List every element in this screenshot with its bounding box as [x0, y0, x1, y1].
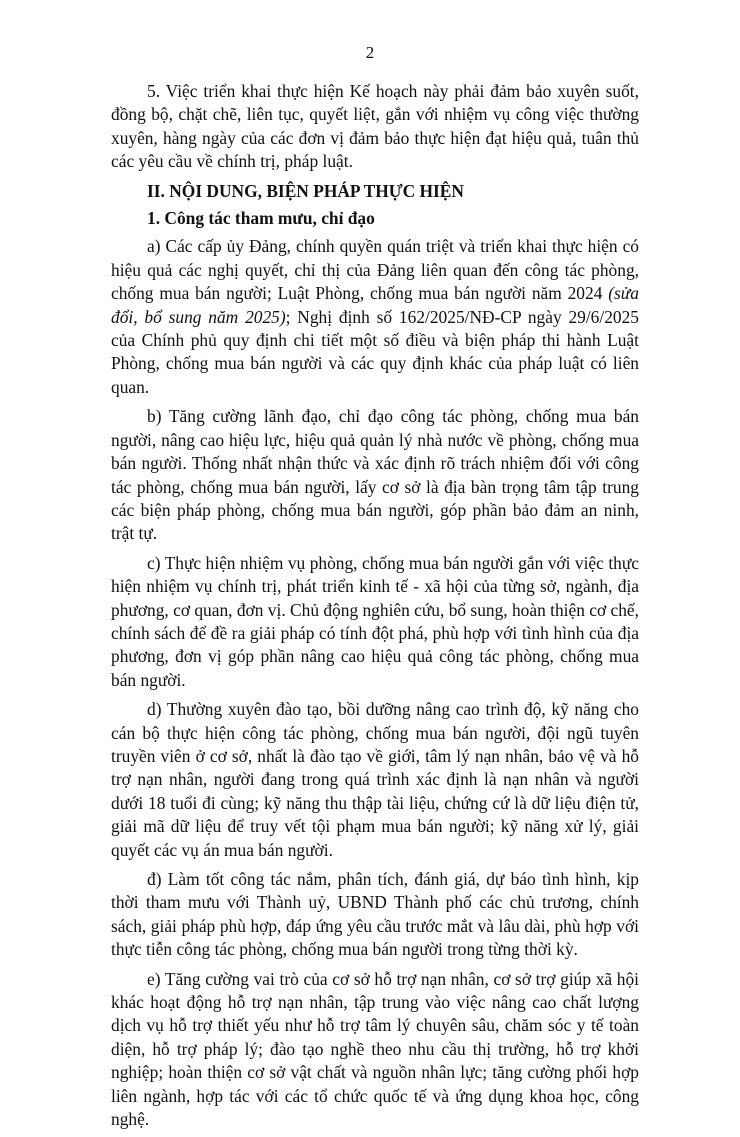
page-number: 2 — [365, 43, 375, 62]
paragraph-c: c) Thực hiện nhiệm vụ phòng, chống mua bán người gắn với việc thực hiện nhiệm vụ chính trị, phát triển kinh tế - xã hội của từng sở, ngành, địa phương, cơ quan, đơn vị. Chủ động nghiên cứu, bổ sung, hoàn thiện cơ chế, chính sách để đề ra giải pháp có tính đột phá, phù hợp với tình hình của địa phương, đơn vị góp phần nâng cao hiệu quả công tác phòng, chống mua bán người. — [111, 552, 640, 690]
document-body — [111, 80, 639, 1137]
paragraph-b: b) Tăng cường lãnh đạo, chỉ đạo công tác phòng, chống mua bán người, nâng cao hiệu lực, hiệu quả quản lý nhà nước về phòng, chống mua bán người. Thống nhất nhận thức và xác định rõ trách nhiệm đối với công tác phòng, chống mua bán người, lấy cơ sở là địa bàn trọng tâm tập trung các biện pháp phòng, chống mua bán người, góp phần bảo đảm an ninh, trật tự. — [111, 406, 639, 544]
paragraph-d: d) Thường xuyên đào tạo, bồi dưỡng nâng cao trình độ, kỹ năng cho cán bộ thực hiện công tác phòng, chống mua bán người, đội ngũ tuyên truyền viên ở cơ sở, nhất là đào tạo về giới, tâm lý nạn nhân, bảo vệ và hỗ trợ nạn nhân, người đang trong quá trình xác định là nạn nhân và người dưới 18 tuổi đi cùng; kỹ năng thu thập tài liệu, chứng cứ là dữ liệu điện tử, giải mã dữ liệu để truy vết tội phạm mua bán người; kỹ năng xử lý, giải quyết các vụ án mua bán người. — [111, 699, 639, 860]
paragraph-a — [111, 235, 639, 399]
section-heading-ii: II. NỘI DUNG, BIỆN PHÁP THỰC HIỆN — [147, 180, 464, 201]
paragraph-dd: đ) Làm tốt công tác nắm, phân tích, đánh giá, dự báo tình hình, kịp thời tham mưu với Thành uỷ, UBND Thành phố các chủ trương, chính sách, giải pháp phù hợp, đáp ứng yêu cầu trước mắt và lâu dài, phù hợp với thực tiễn công tác phòng, chống mua bán người trong từng thời kỳ. — [111, 869, 639, 960]
paragraph-e: e) Tăng cường vai trò của cơ sở hỗ trợ nạn nhân, cơ sở trợ giúp xã hội khác hoạt động hỗ trợ nạn nhân, tập trung vào việc nâng cao chất lượng dịch vụ hỗ trợ thiết yếu như hỗ trợ tâm lý chuyên sâu, chăm sóc y tế toàn diện, hỗ trợ pháp lý; đào tạo nghề theo nhu cầu thị trường, hỗ trợ khởi nghiệp; hoàn thiện cơ sở vật chất và nguồn nhân lực; tăng cường phối hợp liên ngành, hợp tác với các tổ chức quốc tế và ứng dụng khoa học, công nghệ. — [111, 968, 639, 1130]
paragraph-a-text-start: a) Các cấp ủy Đảng, chính quyền quán triệt và triển khai thực hiện có hiệu quả các nghị quyết, chỉ thị của Đảng liên quan đến công tác phòng, chống mua bán người; Luật Phòng, chống mua bán người năm 2024 — [111, 236, 639, 304]
paragraph-a-text-end: ; Nghị định số 162/2025/NĐ-CP ngày 29/6/2025 của Chính phủ quy định chi tiết một số điều và biện pháp thi hành Luật Phòng, chống mua bán người và các quy định khác của pháp luật có liên quan. — [111, 306, 639, 397]
paragraph-a-italic-note: (sửa đổi, bổ sung năm 2025) — [111, 283, 639, 327]
paragraph-item-5: 5. Việc triển khai thực hiện Kế hoạch này phải đảm bảo xuyên suốt, đồng bộ, chặt chẽ, liên tục, quyết liệt, gắn với nhiệm vụ công việc thường xuyên, hàng ngày của các đơn vị đảm bảo thực hiện đạt hiệu quả, tuân thủ các yêu cầu về chính trị, pháp luật. — [111, 81, 639, 172]
subsection-heading-1: 1. Công tác tham mưu, chỉ đạo — [147, 208, 375, 229]
